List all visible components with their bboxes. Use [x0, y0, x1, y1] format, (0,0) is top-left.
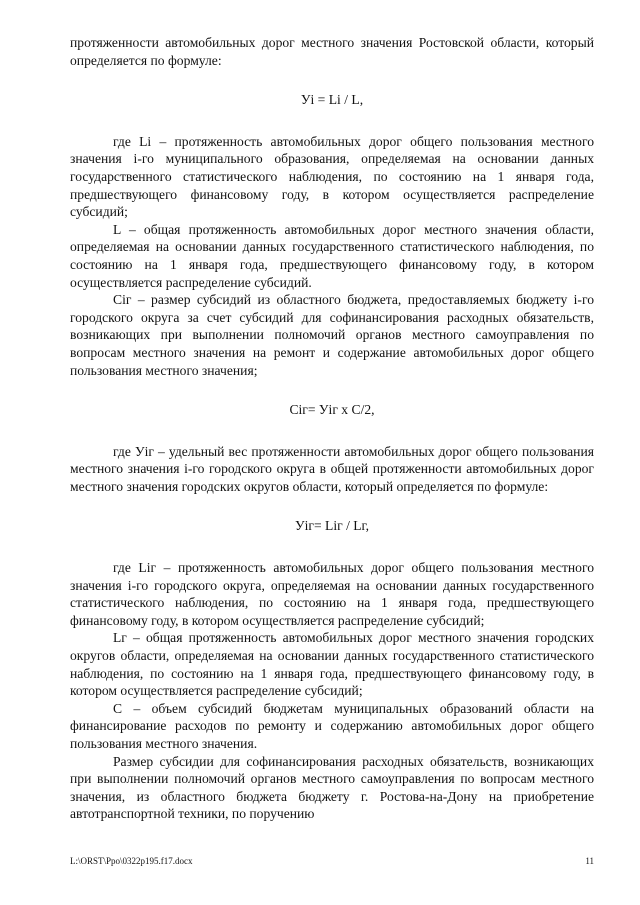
paragraph-lig: где Liг – протяженность автомобильных дорог общего пользования местного значения i-го городского округа, определяемая на основании данных государственного статистического наблюдения, по состоянию на 1 января года, предшествующего финансовому году, в котором осуществляется распределение субсидий;	[70, 560, 594, 628]
page-footer	[70, 856, 594, 867]
formula-yi: Уi = Li / L,	[300, 92, 364, 108]
paragraph-yig: где Уiг – удельный вес протяженности автомобильных дорог общего пользования местного значения i-го городского округа в общей протяженности автомобильных дорог местного значения городских округов области, который определяется по формуле:	[70, 443, 594, 494]
paragraph-li: где Li – протяженность автомобильных дорог общего пользования местного значения i-го муниципального образования, определяемая на основании данных государственного статистического наблюдения, по состоянию на 1 января года, предшествующего финансовому году, в котором осуществляется распределение субсидий;	[70, 133, 594, 220]
page-number: 11	[585, 856, 594, 866]
formula-yig: Уiг= Liг / Lг,	[294, 518, 369, 534]
paragraph-c: С – объем субсидий бюджетам муниципальных образований области на финансирование расходов по ремонту и содержанию автомобильных дорог общего пользования местного значения.	[70, 700, 594, 751]
paragraph-size: Размер субсидии для софинансирования расходных обязательств, возникающих при выполнении полномочий органов местного самоуправления по вопросам местного значения, из областного бюджета бюджету г. Ростова-на-Дону на приобретение автотранспортной техники, по поручению	[70, 753, 594, 822]
paragraph-0: протяженности автомобильных дорог местного значения Ростовской области, который определяется по формуле:	[70, 35, 594, 68]
file-path: L:\ORST\Ppo\0322p195.f17.docx	[70, 856, 193, 866]
paragraph-cig: Ciг – размер субсидий из областного бюджета, предоставляемых бюджету i-го городского округа за счет субсидий для софинансирования расходных обязательств, возникающих при выполнении полномочий органов местного самоуправления по вопросам местного значения на ремонт и содержание автомобильных дорог общего пользования местного значения;	[70, 292, 594, 378]
paragraph-lg: Lг – общая протяженность автомобильных дорог местного значения городских округов области, определяемая на основании данных государственного статистического наблюдения, по состоянию на 1 января года, предшествующего финансовому году, в котором осуществляется распределение субсидий;	[70, 630, 594, 699]
paragraph-l: L – общая протяженность автомобильных дорог местного значения области, определяемая на основании данных государственного статистического наблюдения, по состоянию на 1 января года, предшествующего финансовому году, в котором осуществляется распределение субсидий.	[70, 221, 594, 290]
formula-cig: Ciг= Уiг х С/2,	[289, 402, 375, 418]
document-body	[70, 34, 594, 823]
